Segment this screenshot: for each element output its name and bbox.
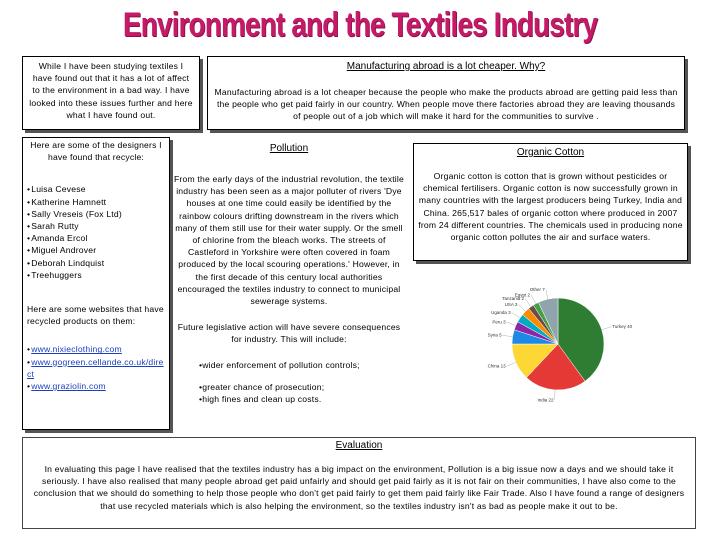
pie-leader-line xyxy=(531,295,536,304)
list-item xyxy=(27,356,165,380)
organic-cotton-pie-chart xyxy=(478,276,638,416)
designers-box xyxy=(22,137,170,430)
websites-list xyxy=(27,343,165,392)
intro-box xyxy=(22,56,200,130)
pie-slice-label: Turkey 40 xyxy=(612,324,633,330)
manufacturing-text: Manufacturing abroad is a lot cheaper because the people who make the products abroad are getting paid less than the people who get paid fairly in our country. When people move there factories abroad they are leaving thousands of people out of a job which will make it hard for the communities to survive . xyxy=(214,87,678,122)
organic-text: Organic cotton is cotton that is grown without pesticides or chemical fertilisers. Organic cotton is now successfully grown in many countries with the largest producers being Turkey, India and China. 265,517 bales of organic cotton where produced in 2007 from 24 different countries. The chemicals used in producing none organic cotton pollutes the air and surface waters. xyxy=(418,171,683,243)
pie-leader-line xyxy=(525,299,531,307)
evaluation-box xyxy=(22,437,696,529)
pie-leader-line xyxy=(507,362,516,366)
list-item xyxy=(27,343,165,355)
manufacturing-heading: Manufacturing abroad is a lot cheaper. Why? xyxy=(346,61,546,72)
pie-slice-label: India 22 xyxy=(537,397,554,403)
list-item: • Deborah Lindquist xyxy=(27,257,165,269)
pollution-text: From the early days of the industrial revolution, the textile industry has been seen as a major polluter of rivers 'Dye houses at one time could easily be identified by the rainbow colours drifting downstream in the rivers which many of them still use for their water supply. Or the smell of chlorine from the bleach works. The streets of Castleford in Yorkshire were often covered in foam produced by the local scouring operations.' However, in the first decade of this century local authorities encouraged the textiles industry to connect to municipal sewerage systems. xyxy=(173,174,404,307)
list-item: • Katherine Hamnett xyxy=(27,196,165,208)
pie-slice-label: Other 7 xyxy=(529,286,545,292)
website-link[interactable]: www.graziolin.com xyxy=(31,381,106,392)
website-link[interactable]: www.gogreen.cellande.co.uk/direct xyxy=(27,356,164,379)
websites-intro: Here are some websites that have recycled products on them: xyxy=(27,304,164,327)
pie-leader-line xyxy=(602,327,612,330)
pie-chart-svg xyxy=(478,276,638,416)
pie-leader-line xyxy=(507,322,516,326)
page-title: Environment and the Textiles Industry xyxy=(122,6,598,44)
pie-slice-label: Tanzania 2 xyxy=(502,296,525,302)
pie-leader-line xyxy=(546,289,548,299)
intro-text: While I have been studying textiles I have found out that it has a lot of affect to the environment in a bad way. I have looked into these issues further and here what I have found out. xyxy=(29,61,193,120)
list-item: • Sarah Rutty xyxy=(27,220,165,232)
pie-leader-line xyxy=(503,335,513,337)
pollution-future: Future legislative action will have severe consequences for industry. This will include: xyxy=(177,322,401,345)
pie-leader-line xyxy=(512,313,520,319)
list-item: •wider enforcement of pollution controls; xyxy=(199,359,360,370)
list-item: • Sally Vreseis (Fox Ltd) xyxy=(27,208,165,220)
manufacturing-box xyxy=(207,56,685,130)
pie-slice-label: Syria 5 xyxy=(487,332,502,338)
list-item: • Amanda Ercol xyxy=(27,232,165,244)
list-item: • Treehuggers xyxy=(27,269,165,281)
list-item: •greater chance of prosecution; xyxy=(199,381,325,392)
designers-intro: Here are some of the designers I have found that recycle: xyxy=(30,140,162,163)
designers-list xyxy=(27,183,165,281)
evaluation-text: In evaluating this page I have realised that the textiles industry has a big impact on the environment, Pollution is a big issue now a days and we should take it seriously. I have also realised that many people abroad get paid unfairly and should get paid fairly as it is not fair on their communities, I have also come to the conclusion that we should do something to help those people who don't get paid fairly to get them paid fairly like Fair Trade. Also I have found a range of designers that use recycled materials which is also helping the environment, so the textiles industry isn't as bad as people make it out to be. xyxy=(33,464,685,511)
pie-leader-line xyxy=(554,390,555,400)
list-item: • Miguel Androver xyxy=(27,244,165,256)
pie-slice-label: China 13 xyxy=(487,363,506,369)
pollution-heading: Pollution xyxy=(269,143,309,154)
pie-slice-label: Egypt 2 xyxy=(514,292,531,298)
pie-slice-label: USA 3 xyxy=(504,301,518,307)
pie-leader-line xyxy=(518,304,525,311)
pollution-section xyxy=(173,143,405,433)
organic-heading: Organic Cotton xyxy=(516,147,585,158)
list-item xyxy=(27,380,165,392)
organic-box xyxy=(413,143,688,261)
pie-slice-label: Peru 3 xyxy=(492,319,506,325)
pie-slice-label: Uganda 3 xyxy=(491,310,511,316)
list-item: •high fines and clean up costs. xyxy=(199,394,322,405)
website-link[interactable]: www.nixieclothing.com xyxy=(31,344,122,355)
list-item: • Luisa Cevese xyxy=(27,183,165,195)
evaluation-heading: Evaluation xyxy=(335,440,383,451)
pollution-bullets xyxy=(173,359,405,406)
